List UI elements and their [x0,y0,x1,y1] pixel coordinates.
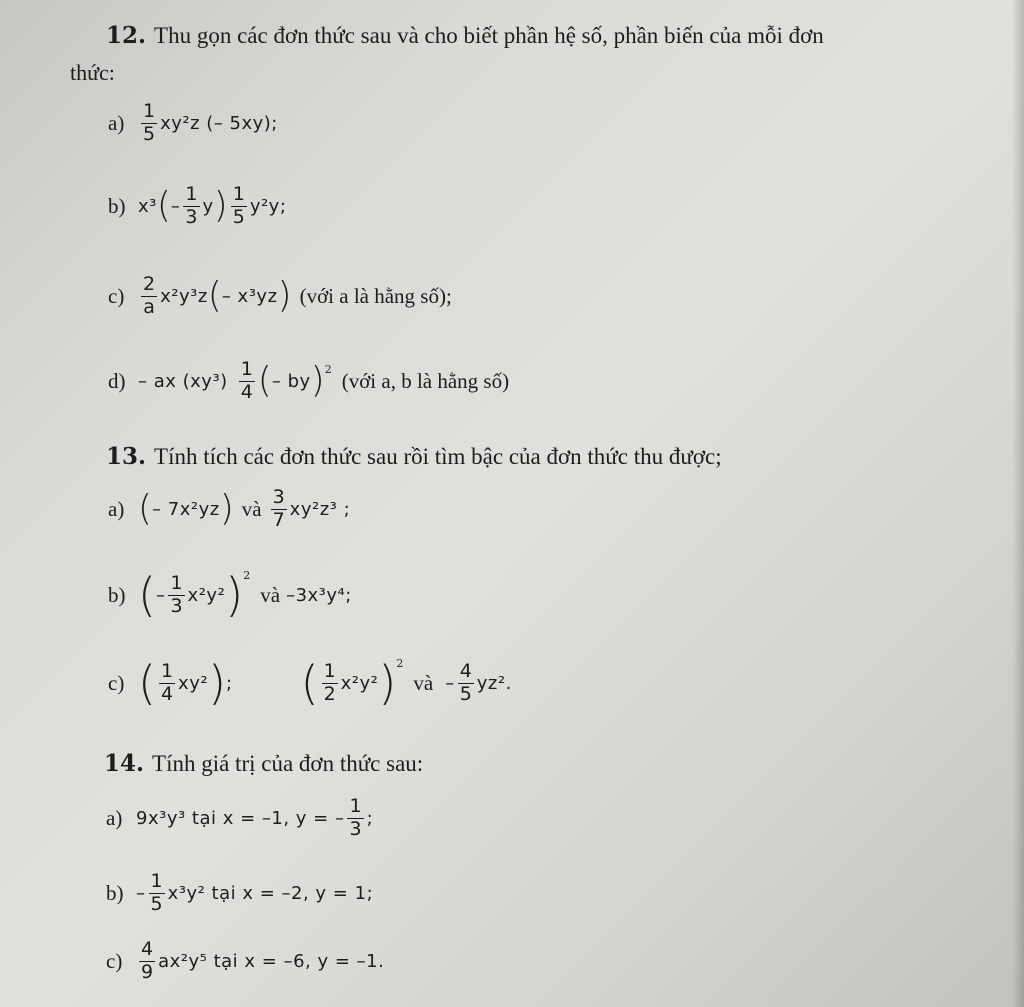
ex12-c-note: (với a là hằng số); [299,283,452,308]
fraction-denominator: 5 [143,122,156,145]
ex13-c-tail: yz². [476,672,512,694]
ex13-b-second: –3x³y⁴; [286,584,352,606]
ex13-b-inner: x²y² [187,584,226,606]
fraction-numerator: 1 [185,183,198,205]
ex14-c-expression: ax²y⁵ tại x = –6, y = –1. [158,950,385,972]
fraction-numerator: 1 [150,870,163,892]
ex14-item-a [106,797,373,840]
right-paren: ) [277,275,292,317]
ex13-a-second: xy²z³ ; [289,498,351,520]
page-edge-shadow [1012,0,1024,1007]
ex12-heading-cont [70,60,115,86]
ex13-c-fraction-3 [458,659,474,705]
fraction-numerator: 1 [232,183,245,205]
ex14-c-label: c) [106,948,123,973]
ex12-a-fraction [141,102,157,145]
ex12-item-a [108,102,278,145]
ex12-b-fraction-2 [231,185,247,228]
ex14-title: Tính giá trị của đơn thức sau: [152,750,424,776]
ex13-c-exponent: 2 [396,656,404,670]
ex12-heading [106,22,824,49]
ex14-item-b [106,872,373,915]
ex13-c-inner-1: xy² [178,672,209,694]
ex13-item-a [108,488,350,531]
ex13-b-fraction [168,571,184,617]
left-paren: ( [138,568,156,622]
fraction-numerator: 1 [143,100,156,122]
ex12-d-exponent: 2 [324,362,332,376]
right-paren: ) [225,568,244,622]
ex12-b-post: y²y; [249,195,287,217]
ex14-number: 14. [104,750,145,777]
ex14-a-tail: ; [366,807,374,829]
ex13-b-exponent: 2 [243,568,251,582]
ex12-number: 12. [106,22,147,49]
ex12-d-note: (với a, b là hằng số) [341,368,510,393]
ex14-heading [104,750,423,777]
left-paren: ( [300,656,319,710]
ex12-c-label: c) [108,283,125,308]
fraction-denominator: 4 [160,682,174,705]
fraction-numerator: 4 [459,659,472,682]
fraction-denominator: 9 [141,960,154,983]
ex13-c-inner-2: x²y² [340,672,379,694]
minus-sign: – [170,195,181,217]
ex12-c-inner: – x³yz [221,285,278,307]
ex12-item-d [108,360,509,403]
ex14-b-label: b) [106,880,124,905]
ex13-b-label: b) [108,582,126,607]
ex12-d-label: d) [108,368,126,393]
minus-sign: – [445,672,455,694]
fraction-denominator: 5 [150,892,163,915]
left-paren: ( [138,488,153,530]
fraction-numerator: 1 [160,659,174,682]
ex13-item-c [108,656,512,710]
ex14-c-fraction [139,940,155,983]
fraction-denominator: 2 [323,682,336,705]
left-paren: ( [257,360,272,402]
fraction-numerator: 3 [272,486,285,508]
ex13-c-label: c) [108,670,125,695]
ex13-c-fraction-2 [322,659,338,705]
ex14-item-c [106,940,384,983]
ex12-d-pre: – ax (xy³) [138,370,228,392]
ex12-c-expression: x²y³z [160,285,208,307]
ex12-d-inner: – by [271,370,311,392]
fraction-denominator: 5 [232,205,245,228]
minus-sign: – [136,882,146,904]
ex12-d-fraction [239,360,255,403]
ex12-a-label: a) [108,110,125,135]
ex13-c-conj: và [413,670,434,695]
ex13-a-conj: và [241,496,262,521]
ex12-c-fraction [141,275,157,318]
ex13-c-separator: ; [226,672,233,694]
fraction-numerator: 4 [141,938,154,960]
fraction-denominator: 7 [272,508,285,531]
ex12-title-cont: thức: [70,60,115,85]
ex14-a-label: a) [106,805,123,830]
fraction-denominator: 5 [459,682,472,705]
right-paren: ) [378,656,397,710]
ex14-a-expression: 9x³y³ tại x = –1, y = – [136,807,345,829]
left-paren: ( [207,275,222,317]
fraction-denominator: a [143,295,155,318]
fraction-denominator: 3 [185,205,198,228]
fraction-denominator: 3 [170,594,183,617]
fraction-denominator: 4 [240,380,253,403]
fraction-numerator: 1 [323,659,336,682]
right-paren: ) [219,488,234,530]
ex12-item-c [108,275,452,318]
right-paren: ) [208,656,227,710]
right-paren: ) [310,360,325,402]
ex14-b-fraction [149,872,165,915]
ex14-b-expression: x³y² tại x = –2, y = 1; [167,882,374,904]
ex13-a-fraction [271,488,287,531]
ex13-b-conj: và [260,582,281,607]
ex12-a-expression: xy²z (– 5xy); [160,112,278,134]
ex13-title: Tính tích các đơn thức sau rồi tìm bậc của đơn thức thu được; [154,443,722,469]
ex12-item-b [108,185,286,228]
ex13-c-fraction-1 [159,659,175,705]
ex13-number: 13. [106,443,147,470]
ex13-a-label: a) [108,496,125,521]
fraction-numerator: 1 [170,571,183,594]
ex13-a-first: – 7x²yz [152,498,220,520]
fraction-numerator: 2 [143,273,156,295]
fraction-numerator: 1 [349,795,362,817]
fraction-denominator: 3 [349,817,362,840]
ex12-b-fraction-1 [183,185,199,228]
right-paren: ) [213,185,228,227]
ex12-b-inner: y [202,195,214,217]
ex14-a-fraction [347,797,363,840]
left-paren: ( [138,656,156,710]
ex12-title: Thu gọn các đơn thức sau và cho biết phần hệ số, phần biến của mỗi đơn [154,22,824,48]
ex12-b-pre: x³ [138,195,157,217]
fraction-numerator: 1 [240,358,253,380]
ex12-b-label: b) [108,193,126,218]
minus-sign: – [155,584,166,606]
ex13-heading [106,443,722,470]
ex13-item-b [108,568,352,622]
left-paren: ( [156,185,171,227]
